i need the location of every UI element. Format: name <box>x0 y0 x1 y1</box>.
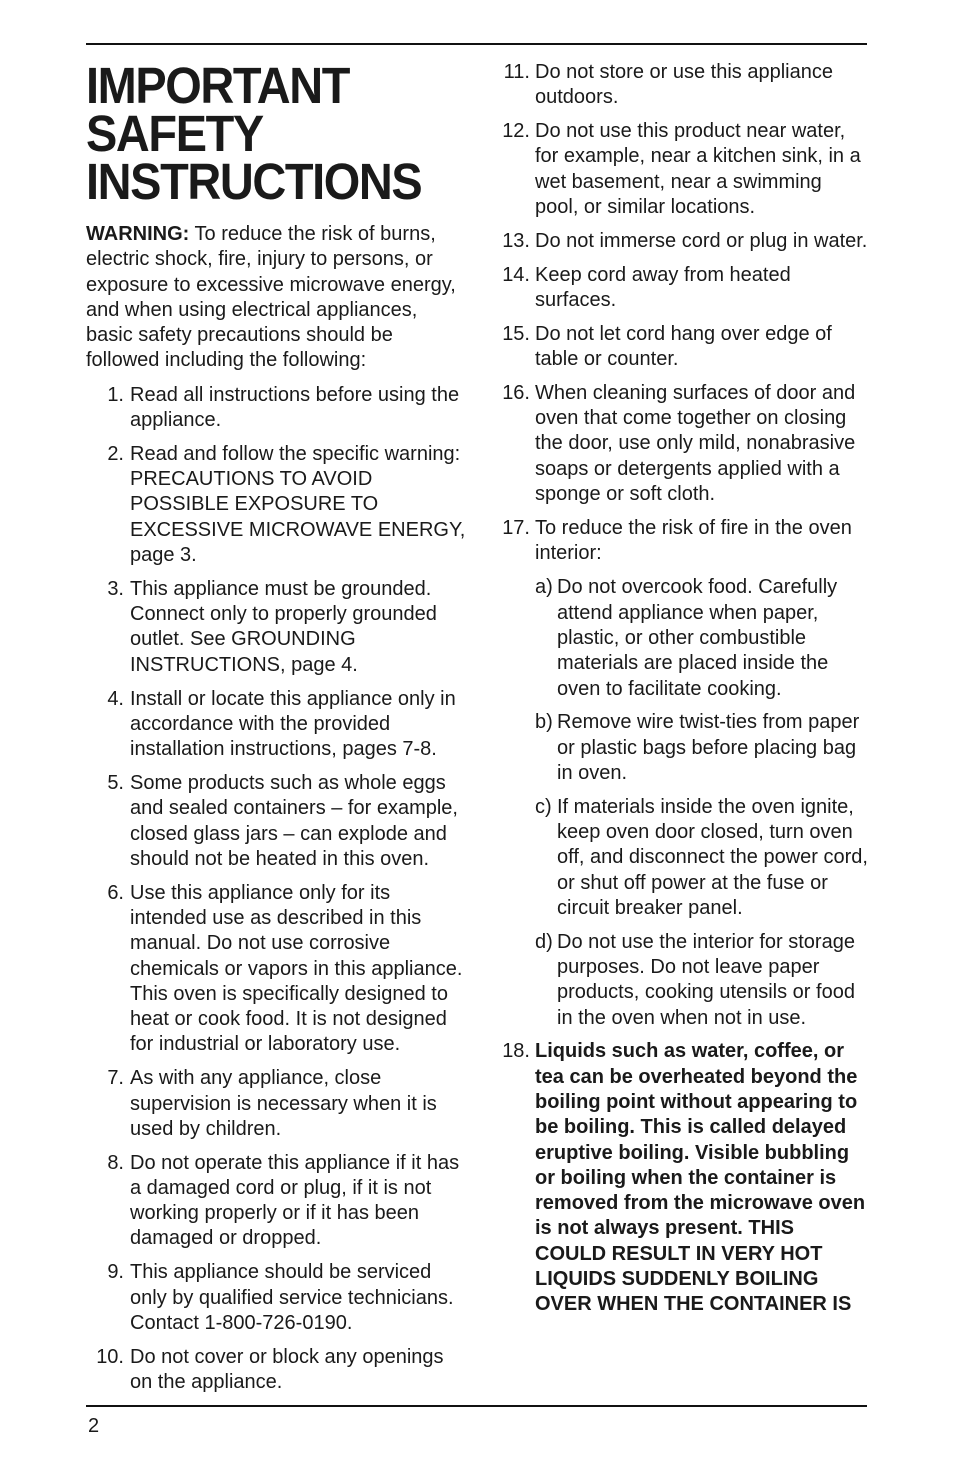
item-text: Do not operate this appliance if it has a damaged cord or plug, if it is not working properly or if it has been damaged or dropped. <box>130 1151 460 1250</box>
sub-item-text: Do not use the interior for storage purposes. Do not leave paper products, cooking utensils or food in the oven when not in use. <box>557 930 855 1029</box>
list-item <box>498 263 870 314</box>
fire-risk-sublist <box>535 575 870 1031</box>
item-text: Do not store or use this appliance outdoors. <box>535 61 833 109</box>
sub-item-letter: b) <box>535 711 553 734</box>
instruction-list-right <box>498 60 870 1318</box>
item-text: Read all instructions before using the appliance. <box>130 383 460 432</box>
list-item <box>86 1151 466 1252</box>
item-number: 17. <box>502 516 530 539</box>
list-item <box>86 383 466 434</box>
item-number: 7. <box>107 1067 124 1090</box>
list-item <box>498 229 870 254</box>
item-text: This appliance must be grounded. Connect only to properly grounded outlet. See GROUNDING INSTRUCTIONS, page 4. <box>130 577 437 676</box>
item-number: 13. <box>502 229 530 252</box>
item-number: 2. <box>107 442 124 465</box>
item-number: 16. <box>502 381 530 404</box>
sub-list-item <box>535 795 870 921</box>
sub-item-letter: a) <box>535 576 553 599</box>
bottom-rule <box>86 1405 867 1407</box>
warning-paragraph <box>86 222 466 374</box>
list-item <box>86 1345 466 1396</box>
page-title <box>86 57 472 210</box>
instruction-list-left <box>86 383 466 1395</box>
item-text: As with any appliance, close supervision is necessary when it is used by children. <box>130 1067 437 1140</box>
sub-item-letter: d) <box>535 930 553 953</box>
item-text: Some products such as whole eggs and sealed containers – for example, closed glass jars – can explode and should not be heated in this oven. <box>130 771 458 870</box>
item-text: Do not let cord hang over edge of table or counter. <box>535 322 832 370</box>
list-item <box>498 516 870 1031</box>
item-number: 9. <box>107 1261 124 1284</box>
item-text: Use this appliance only for its intended use as described in this manual. Do not use corrosive chemicals or vapors in this appliance. This oven is specifically designed to heat or cook food. It is not designed for industrial or laboratory use. <box>130 881 463 1056</box>
sub-item-text: Do not overcook food. Carefully attend appliance when paper, plastic, or other combustible materials are placed inside the oven to facilitate cooking. <box>557 576 838 700</box>
list-item <box>86 577 466 678</box>
item-text: To reduce the risk of fire in the oven interior: <box>535 516 852 565</box>
item-number: 8. <box>107 1151 124 1174</box>
item-text: Liquids such as water, coffee, or tea can be overheated beyond the boiling point without appearing to be boiling. This is called delayed eruptive boiling. Visible bubbling or boiling when the container is removed from the microwave oven is not always present. THIS COULD RESULT IN VERY HOT LIQUIDS SUDDENLY BOILING OVER WHEN THE CONTAINER IS <box>535 1040 866 1316</box>
list-item <box>498 119 870 220</box>
list-item <box>86 442 466 568</box>
item-number: 3. <box>107 577 124 600</box>
warning-label: WARNING: <box>86 223 190 245</box>
list-item <box>498 322 870 373</box>
title-line-1: IMPORTANT SAFETY <box>86 57 349 162</box>
list-item <box>86 1260 466 1336</box>
list-item <box>86 1066 466 1142</box>
item-number: 18. <box>502 1040 530 1063</box>
item-text: Do not cover or block any openings on the appliance. <box>130 1345 444 1393</box>
sub-item-letter: c) <box>535 795 552 818</box>
item-number: 15. <box>502 322 530 345</box>
right-column <box>498 60 870 1326</box>
sub-list-item <box>535 710 870 786</box>
title-line-2: INSTRUCTIONS <box>86 153 422 210</box>
list-item <box>86 881 466 1058</box>
item-number: 4. <box>107 687 124 710</box>
page-number: 2 <box>88 1415 100 1437</box>
sub-list-item <box>535 575 870 701</box>
list-item <box>498 381 870 507</box>
list-item <box>86 687 466 763</box>
item-number: 6. <box>107 881 124 904</box>
item-number: 5. <box>107 771 124 794</box>
item-text: Do not immerse cord or plug in water. <box>535 229 868 252</box>
item-text: This appliance should be serviced only by qualified service technicians. Contact 1-800-726-0190. <box>130 1261 454 1334</box>
list-item <box>86 771 466 872</box>
item-text: Install or locate this appliance only in accordance with the provided installation instructions, pages 7-8. <box>130 687 456 761</box>
top-rule <box>86 43 867 45</box>
list-item <box>498 1039 870 1317</box>
item-text: Keep cord away from heated surfaces. <box>535 263 791 311</box>
item-number: 10. <box>96 1345 124 1368</box>
warning-text: To reduce the risk of burns, electric shock, fire, injury to persons, or exposure to excessive microwave energy, and when using electrical appliances, basic safety precautions should be followed including the following: <box>86 223 456 372</box>
item-number: 12. <box>502 120 530 143</box>
item-text: Do not use this product near water, for example, near a kitchen sink, in a wet basement, near a swimming pool, or similar locations. <box>535 120 861 218</box>
list-item <box>498 60 870 111</box>
sub-item-text: Remove wire twist-ties from paper or plastic bags before placing bag in oven. <box>557 711 860 784</box>
left-column <box>86 57 466 1404</box>
sub-item-text: If materials inside the oven ignite, keep oven door closed, turn oven off, and disconnect the power cord, or shut off power at the fuse or circuit breaker panel. <box>557 795 868 919</box>
item-text: Read and follow the specific warning: PRECAUTIONS TO AVOID POSSIBLE EXPOSURE TO EXCESSIVE MICROWAVE ENERGY, page 3. <box>130 442 466 567</box>
item-number: 11. <box>503 61 530 83</box>
item-text: When cleaning surfaces of door and oven that come together on closing the door, use only mild, nonabrasive soaps or detergents applied with a sponge or soft cloth. <box>535 381 856 505</box>
item-number: 14. <box>502 263 530 286</box>
sub-list-item <box>535 930 870 1031</box>
item-number: 1. <box>107 383 124 406</box>
